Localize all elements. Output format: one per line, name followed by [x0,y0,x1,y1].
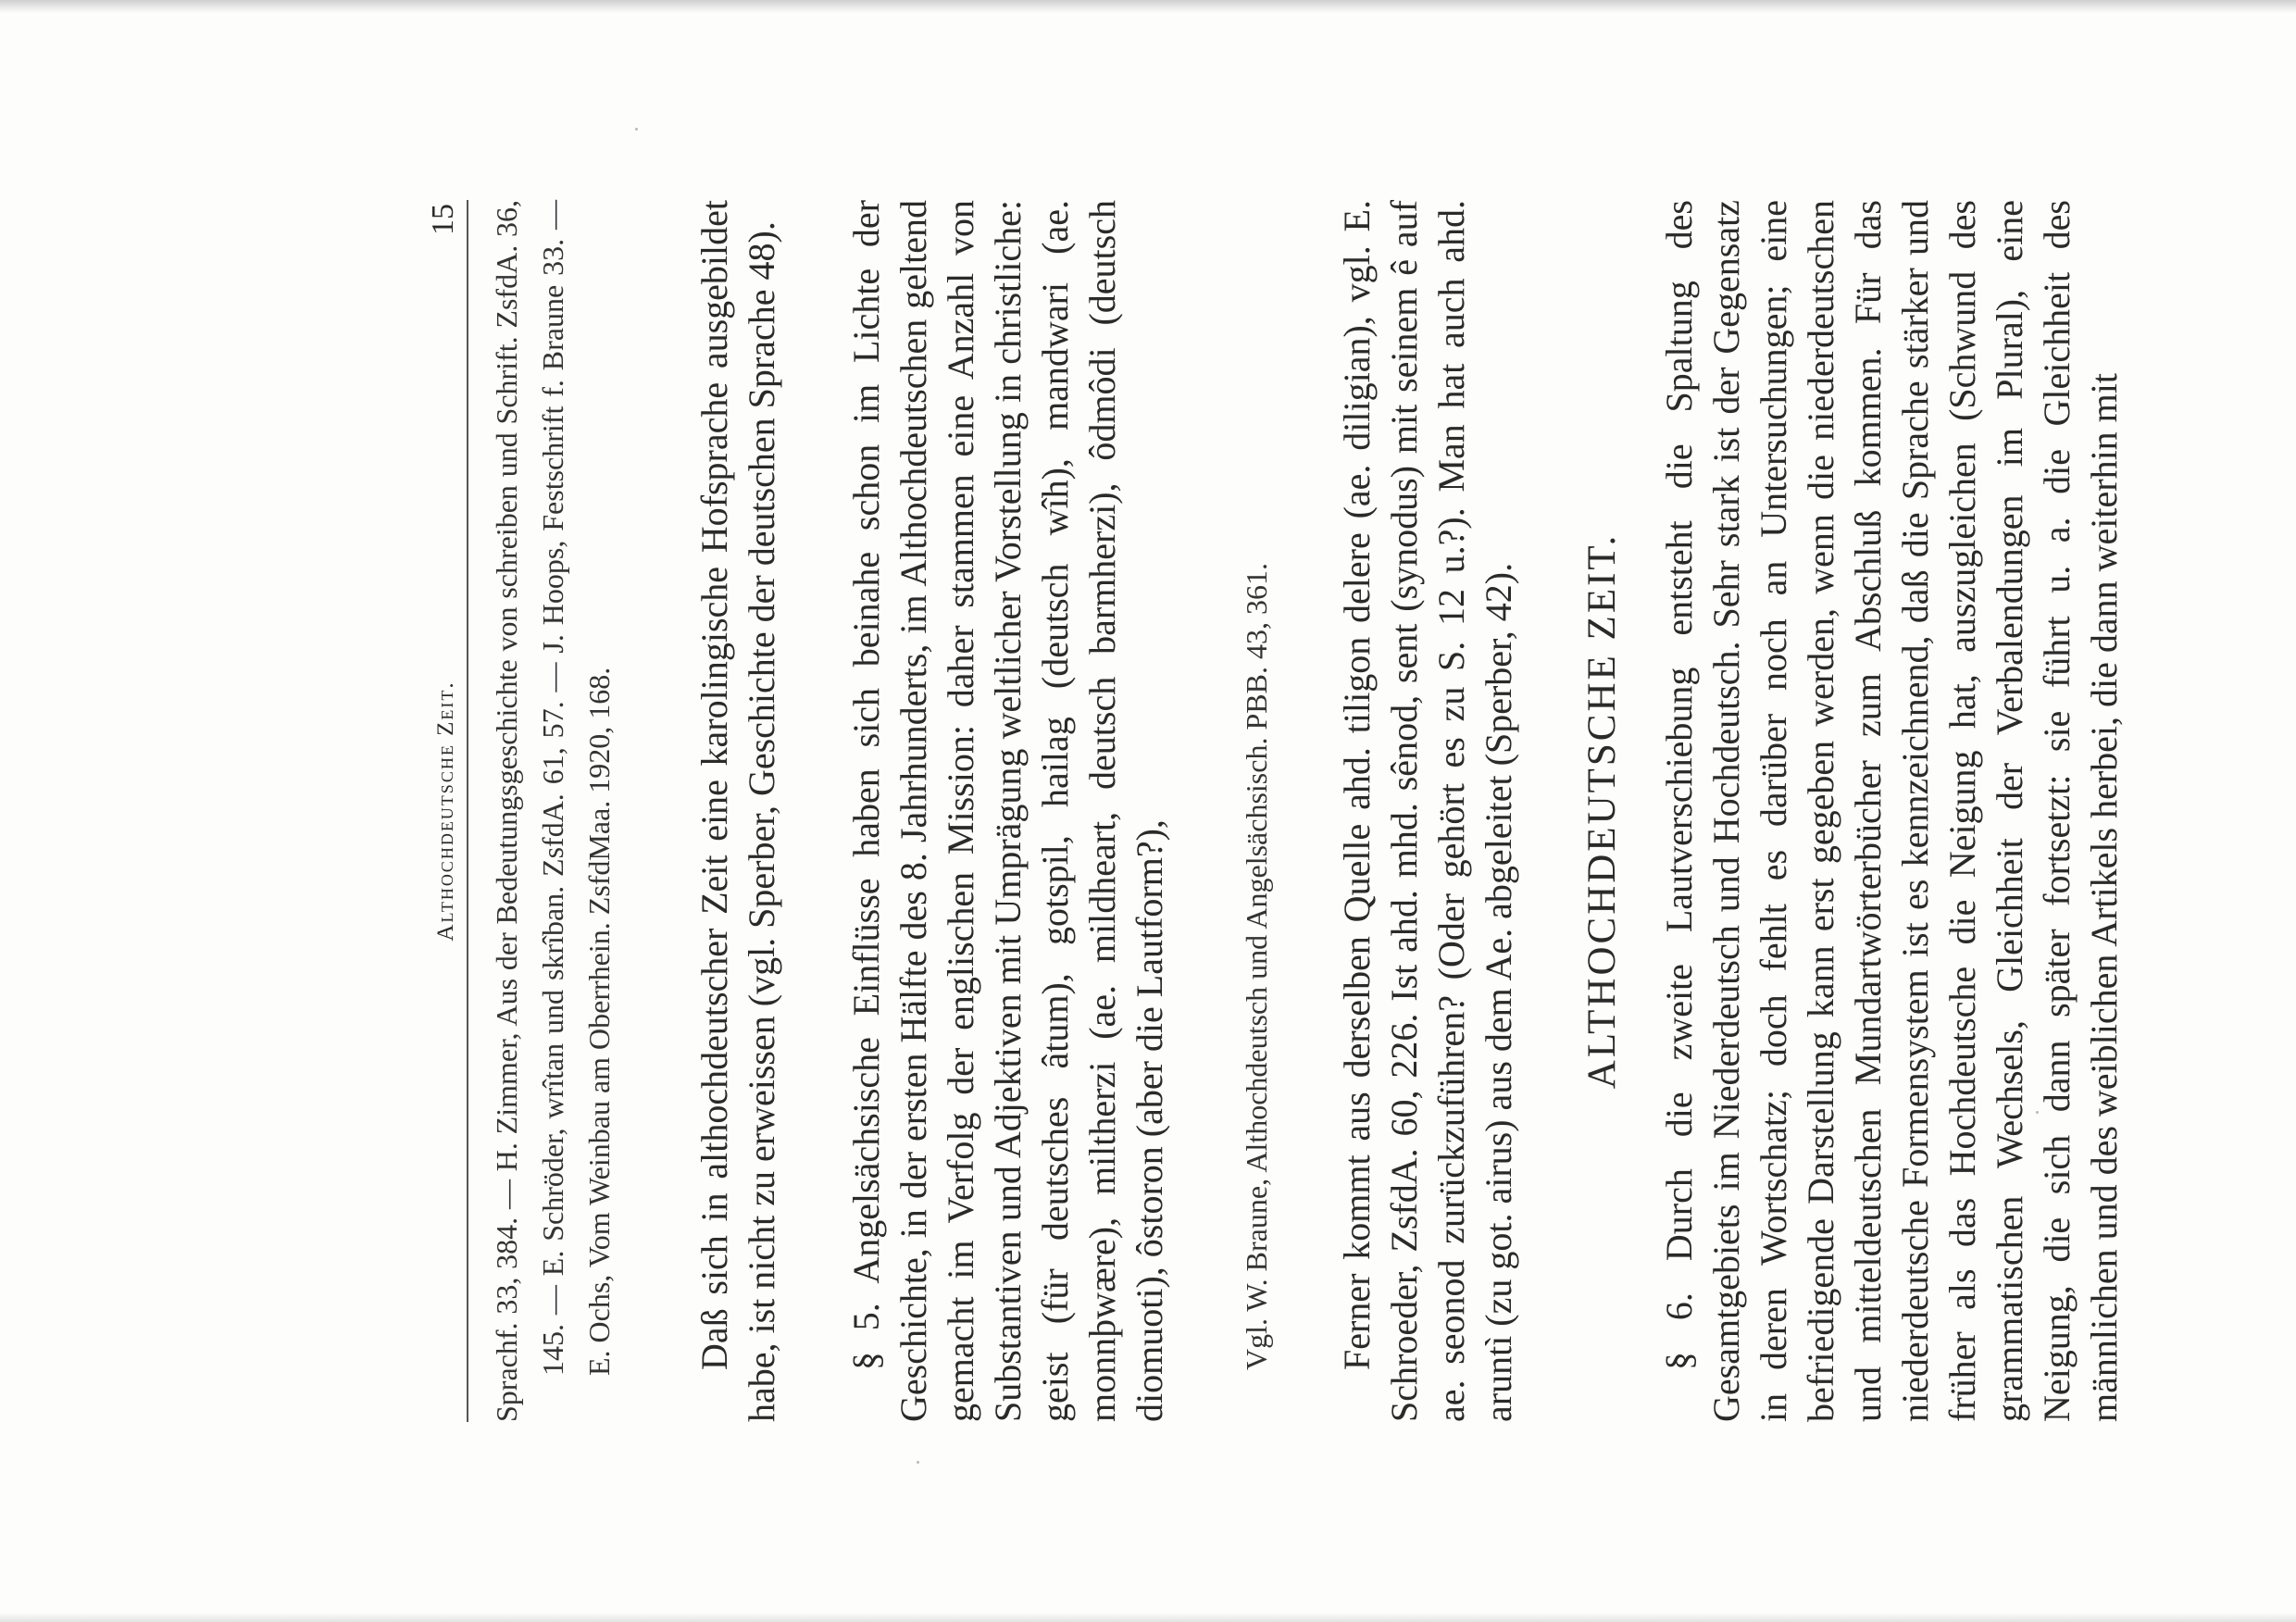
bibliography-note: Sprachf. 33, 384. — H. Zimmer, Aus der Bedeutungsgeschichte von schreiben und Schrift. ZsfdA. 36, 145. — E. Schröder, wrîtan und skrîban. ZsfdA. 61, 57. — J. Hoops, Festschrift f. Braune 33. — E. Ochs, Vom Weinbau am Oberrhein. ZsfdMaa. 1920, 168. [490,200,616,1422]
running-title: Althochdeutsche Zeit. [433,680,458,942]
scan-edge-bottom [0,1613,2296,1622]
paragraph-ferner: Ferner kommt aus derselben Quelle ahd. tiligon delere (ae. diligian), vgl. E. Schroeder, ZsfdA. 60, 226. Ist ahd. mhd. sênod, sent (synodus) mit seinem ê auf ae. seonod zurückzuführen? (Oder gehört es zu S. 12 u.?). Man hat auch ahd. aruntì (zu got. airus) aus dem Ae. abgeleitet (Sperber, 42). [1336,200,1519,1422]
dust-speck [635,128,638,131]
braune-note: Vgl. W. Braune, Althochdeutsch und Angelsächsisch. PBB. 43, 361. [1240,563,1273,1370]
page-number: 15 [426,204,460,235]
running-head [426,200,468,1422]
section-heading: ALTHOCHDEUTSCHE ZEIT. [1580,532,1624,1090]
paragraph-section-6: § 6. Durch die zweite Lautverschiebung entsteht die Spaltung des Gesamtgebiets im Niederdeutsch und Hochdeutsch. Sehr stark ist der Gegensatz in deren Wortschatz; doch fehlt es darüber noch an Untersuchungen; eine befriedigende Darstellung kann erst gegeben werden, wenn die niederdeutschen und mitteldeutschen Mundartwörterbücher zum Abschluß kommen. Für das niederdeutsche Formensystem ist es kennzeichnend, daß die Sprache stärker und früher als das Hochdeutsche die Neigung hat, auszugleichen (Schwund des grammatischen Wechsels, Gleichheit der Verbalendungen im Plural), eine Neigung, die sich dann später fortsetzt: sie führt u. a. die Gleichheit des männlichen und des weiblichen Artikels herbei, die dann weiterhin mit [1658,200,2125,1422]
scan-edge-top [0,0,2296,13]
paragraph-section-5: § 5. Angelsächsische Einflüsse haben sich beinahe schon im Lichte der Geschichte, in der ersten Hälfte des 8. Jahrhunderts, im Althochdeutschen geltend gemacht im Verfolg der englischen Mission: daher stammen eine Anzahl von Substantiven und Adjektiven mit Umprägung weltlicher Vorstellung in christliche: geist (für deutsches âtum), gotspil, hailag (deutsch wîh), mandwari (ae. monnþwære), miltherzi (ae. mildheart, deutsch barmherzi), ôdmôdi (deutsch diomuoti), ôstoron (aber die Lautform?), [845,200,1170,1422]
rotated-book-page [426,200,2125,1422]
paragraph-hofsprache: Daß sich in althochdeutscher Zeit eine karolingische Hofsprache ausgebildet habe, ist nicht zu erweissen (vgl. Sperber, Geschichte der deutschen Sprache 48). [693,200,782,1422]
dust-speck [917,1461,919,1464]
